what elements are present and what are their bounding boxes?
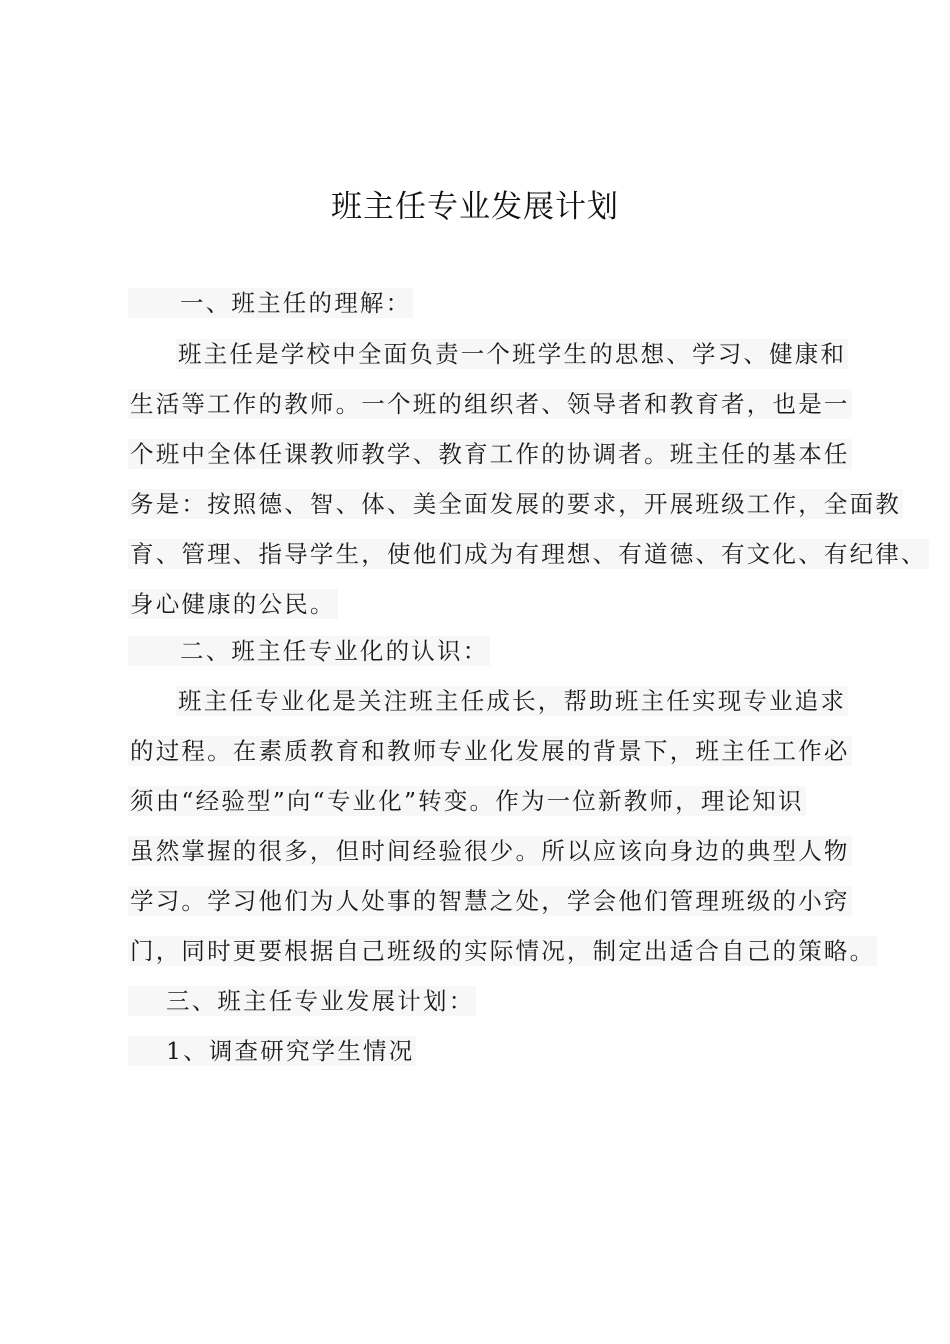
section-heading bbox=[128, 986, 476, 1016]
paragraph-line: 虽然掌握的很多，但时间经验很少。所以应该向身边的典型人物 bbox=[130, 837, 850, 865]
paragraph-line: 务是：按照德、智、体、美全面发展的要求，开展班级工作，全面教 bbox=[130, 490, 901, 518]
paragraph-line: 班主任是学校中全面负责一个班学生的思想、学习、健康和 bbox=[178, 340, 847, 368]
document-title: 班主任专业发展计划 bbox=[331, 189, 619, 225]
section-heading bbox=[128, 288, 413, 318]
paragraph-line: 的过程。在素质教育和教师专业化发展的背景下，班主任工作必 bbox=[130, 737, 850, 765]
paragraph-line: 班主任专业化是关注班主任成长，帮助班主任实现专业追求 bbox=[178, 687, 847, 715]
paragraph-line: 学习。学习他们为人处事的智慧之处，学会他们管理班级的小窍 bbox=[130, 887, 850, 915]
paragraph-line: 门，同时更要根据自己班级的实际情况，制定出适合自己的策略。 bbox=[130, 937, 876, 965]
paragraph-line: 个班中全体任课教师教学、教育工作的协调者。班主任的基本任 bbox=[130, 440, 850, 468]
paragraph-line: 生活等工作的教师。一个班的组织者、领导者和教育者，也是一 bbox=[130, 390, 850, 418]
list-item-text: 1、调查研究学生情况 bbox=[166, 1037, 415, 1065]
section-heading-text: 二、班主任专业化的认识： bbox=[180, 637, 489, 665]
paragraph-line: 育、管理、指导学生，使他们成为有理想、有道德、有文化、有纪律、 bbox=[130, 540, 927, 568]
section-heading-text: 一、班主任的理解： bbox=[180, 289, 412, 317]
section-heading-text: 三、班主任专业发展计划： bbox=[166, 987, 475, 1015]
section-heading bbox=[128, 636, 490, 666]
list-item bbox=[128, 1036, 416, 1066]
paragraph-line: 身心健康的公民。 bbox=[130, 590, 336, 618]
paragraph-line: 须由“经验型”向“专业化”转变。作为一位新教师，理论知识 bbox=[130, 787, 804, 815]
